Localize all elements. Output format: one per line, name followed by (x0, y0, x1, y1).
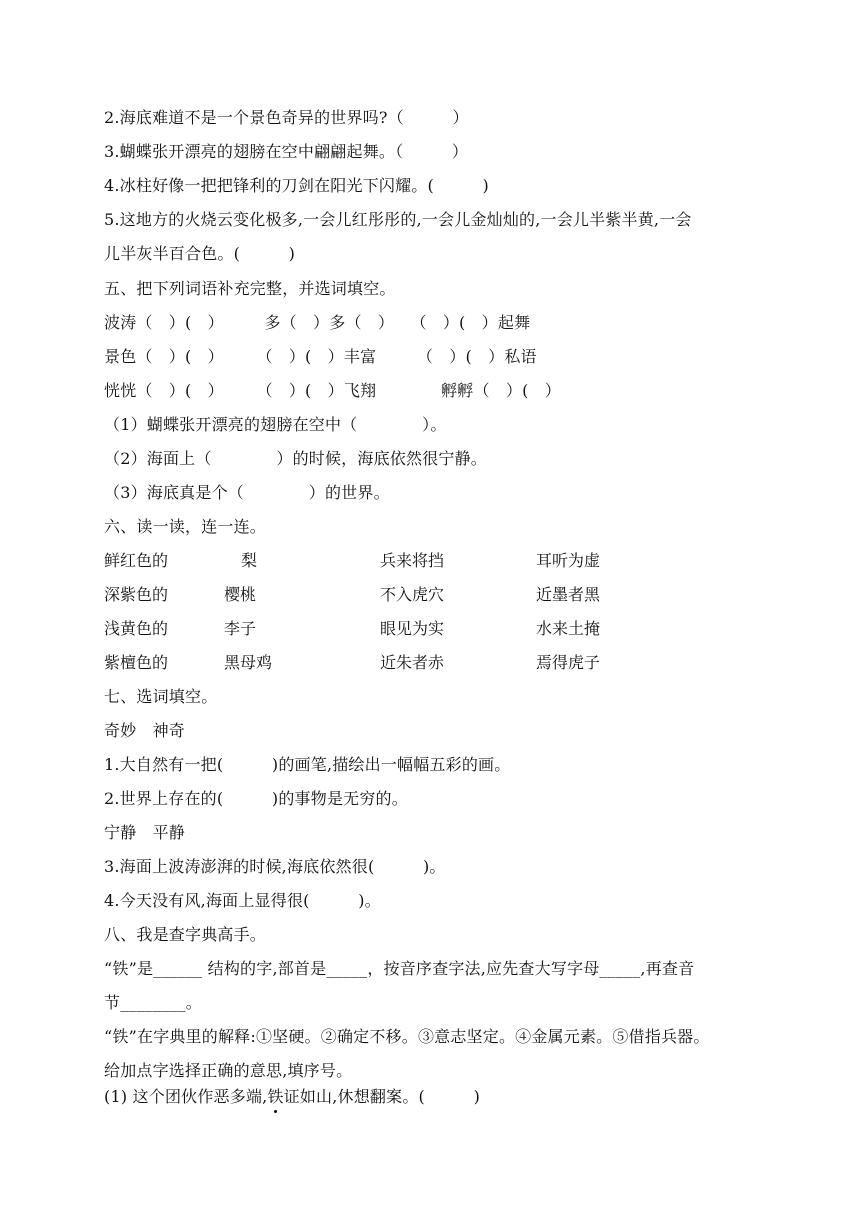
fill-sentence-1: （1）蝴蝶张开漂亮的翅膀在空中（ ）。 (104, 415, 447, 434)
subquestion-prefix: (1) 这个团伙作恶多端, (104, 1087, 268, 1106)
subquestion-suffix: 证如山,休想翻案。( ) (283, 1087, 481, 1106)
match-fruit-item: 梨 (241, 551, 258, 570)
match-fruit-item: 黑母鸡 (224, 653, 273, 672)
word-completion-row-2: 景色（ ）( ） （ ）( ）丰富 （ ）( ）私语 (104, 347, 537, 366)
fill-sentence-2: （2）海面上（ ）的时候，海底依然很宁静。 (104, 449, 487, 468)
judge-question-5-line2: 儿半灰半百合色。( ) (104, 244, 296, 263)
match-fruit-item: 樱桃 (224, 585, 257, 604)
match-idiom-right-item: 水来土掩 (536, 619, 601, 638)
dictionary-question-line2: 节________。 (104, 993, 203, 1012)
word-choice-pair-1: 奇妙 神奇 (104, 721, 186, 740)
section-7-title: 七、选词填空。 (104, 687, 218, 706)
judge-question-2: 2.海底难道不是一个景色奇异的世界吗?（ ） (104, 108, 469, 127)
word-completion-row-3: 恍恍（ ）( ） （ ）( ）飞翔 孵孵（ ）( ） (104, 381, 561, 400)
match-idiom-left-item: 近朱者赤 (380, 653, 445, 672)
dotted-character: 铁 (267, 1087, 284, 1106)
choice-question-3: 3.海面上波涛澎湃的时候,海底依然很( )。 (104, 857, 446, 876)
match-color-item: 鲜红色的 (104, 551, 169, 570)
match-idiom-left-item: 眼见为实 (380, 619, 445, 638)
word-completion-row-1: 波涛（ ）( ） 多（ ）多（ ） （ ）( ）起舞 (104, 313, 531, 332)
section-6-title: 六、读一读，连一连。 (104, 517, 267, 536)
dictionary-subquestion-1 (104, 1087, 480, 1107)
match-fruit-item: 李子 (224, 619, 257, 638)
match-idiom-right-item: 近墨者黑 (536, 585, 601, 604)
judge-question-4: 4.冰柱好像一把把锋利的刀剑在阳光下闪耀。( ) (104, 176, 489, 195)
choice-question-2: 2.世界上存在的( )的事物是无穷的。 (104, 789, 408, 808)
section-5-title: 五、把下列词语补充完整，并选词填空。 (104, 279, 396, 298)
match-idiom-right-item: 焉得虎子 (536, 653, 601, 672)
dictionary-instruction: 给加点字选择正确的意思,填序号。 (104, 1061, 353, 1080)
dictionary-question-line1: “铁”是______ 结构的字,部首是_____，按音序查字法,应先查大写字母_____,再查音 (104, 959, 695, 978)
match-color-item: 浅黄色的 (104, 619, 169, 638)
dictionary-definitions: “铁”在字典里的解释:①坚硬。②确定不移。③意志坚定。④金属元素。⑤借指兵器。 (104, 1027, 710, 1046)
judge-question-3: 3.蝴蝶张开漂亮的翅膀在空中翩翩起舞。（ ） (104, 142, 469, 161)
judge-question-5-line1: 5.这地方的火烧云变化极多,一会儿红彤彤的,一会儿金灿灿的,一会儿半紫半黄,一会 (104, 210, 692, 229)
match-idiom-left-item: 兵来将挡 (380, 551, 445, 570)
choice-question-1: 1.大自然有一把( )的画笔,描绘出一幅幅五彩的画。 (104, 755, 511, 774)
choice-question-4: 4.今天没有风,海面上显得很( )。 (104, 891, 381, 910)
word-choice-pair-2: 宁静 平静 (104, 823, 186, 842)
match-color-item: 紫檀色的 (104, 653, 169, 672)
section-8-title: 八、我是查字典高手。 (104, 925, 267, 944)
match-color-item: 深紫色的 (104, 585, 169, 604)
match-idiom-right-item: 耳听为虚 (536, 551, 601, 570)
match-idiom-left-item: 不入虎穴 (380, 585, 445, 604)
fill-sentence-3: （3）海底真是个（ ）的世界。 (104, 483, 390, 502)
